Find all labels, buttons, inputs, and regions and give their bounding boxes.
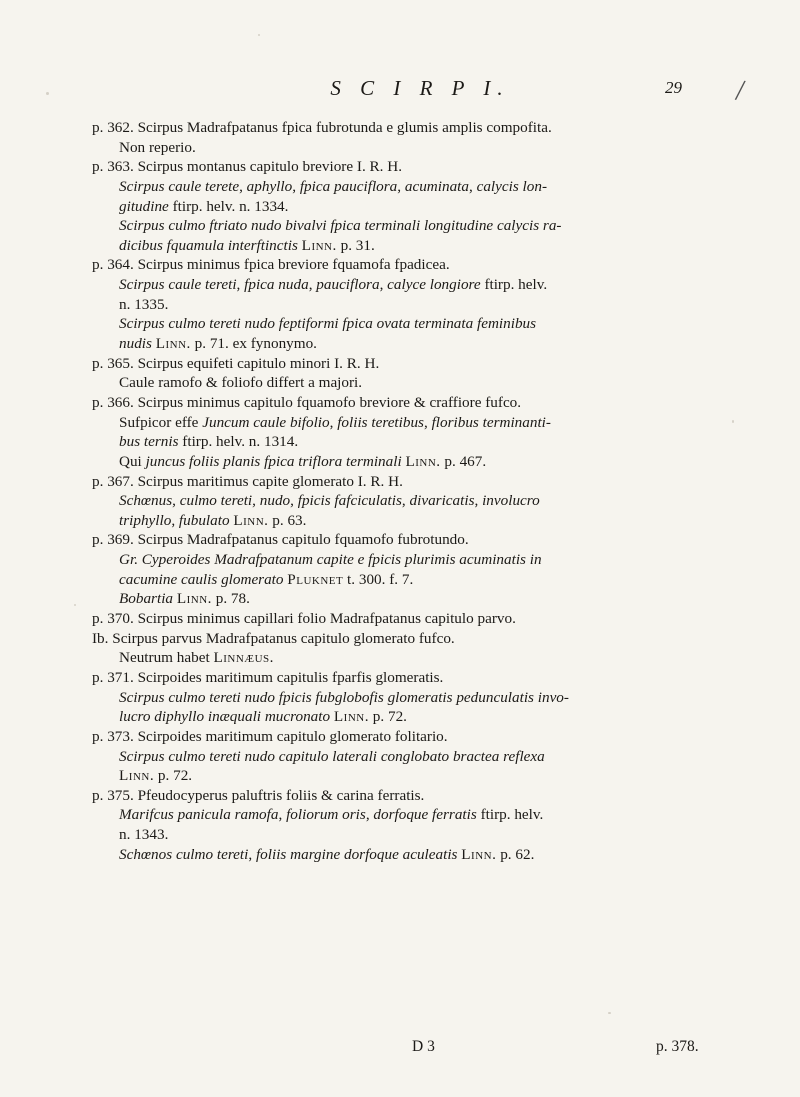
entry-e373 xyxy=(92,727,772,786)
entry-e369 xyxy=(92,530,772,609)
italic-text: acuminata xyxy=(404,177,469,195)
page-footer xyxy=(0,1038,800,1060)
text-run: , xyxy=(278,806,287,824)
italic-text: fubulato xyxy=(178,511,230,529)
italic-text: bus ternis xyxy=(119,433,179,451)
italic-text: gitudine xyxy=(119,197,169,215)
text-line xyxy=(92,275,772,295)
text-run: , xyxy=(172,492,180,510)
text-run: Non reperio. xyxy=(119,138,196,156)
paper-speck xyxy=(608,1012,611,1014)
italic-text: foliorum oris xyxy=(286,806,366,824)
entry-e366 xyxy=(92,393,772,472)
italic-text: lucro diphyllo inæquali mucronato xyxy=(119,708,331,726)
text-run: p. 366. Scirpus minimus capitulo fquamofo breviore & craffiore fufco. xyxy=(92,393,522,411)
italic-text: Scirpus culmo tereti nudo fpicis fubglobofis glomeratis pedunculatis invo- xyxy=(119,688,569,706)
text-line xyxy=(92,472,772,492)
text-line xyxy=(92,197,772,217)
italic-text: nudis xyxy=(119,335,152,353)
italic-text: Marifcus panicula ramofa xyxy=(119,806,279,824)
italic-text: floribus terminanti- xyxy=(431,413,551,431)
italic-text: cacumine caulis glomerato xyxy=(119,570,284,588)
text-line xyxy=(92,118,772,138)
text-line xyxy=(92,255,772,275)
italic-text: Gr. xyxy=(119,551,138,569)
text-line xyxy=(92,334,772,354)
text-line xyxy=(92,413,772,433)
text-run: ftirp. helv. n. 1314. xyxy=(178,433,299,451)
text-run: , xyxy=(397,177,405,195)
entry-e370 xyxy=(92,609,772,668)
text-run: , xyxy=(379,276,388,294)
text-run: p. 371. Scirpoides maritimum capitulis fparfis glomeratis. xyxy=(92,668,444,686)
text-line xyxy=(92,589,772,609)
italic-text: calyce longiore xyxy=(387,276,481,294)
text-run: , xyxy=(239,177,247,195)
author-citation: Linnæus. xyxy=(213,649,274,667)
margin-mark: / xyxy=(733,73,747,108)
text-line xyxy=(92,766,772,786)
text-run: ftirp. helv. n. 1334. xyxy=(168,197,289,215)
page-number: 29 xyxy=(665,78,682,97)
text-run: ftirp. helv. xyxy=(480,276,548,294)
entry-e362 xyxy=(92,118,772,157)
italic-text: Scirpus culmo tereti nudo feptiformi fpica ovata terminata feminibus xyxy=(119,315,537,333)
italic-text: fpicis fafciculatis xyxy=(297,492,402,510)
text-run: , xyxy=(401,492,410,510)
text-run: p. 72. xyxy=(154,767,193,785)
text-run: p. 62. xyxy=(496,845,535,863)
text-line xyxy=(92,609,772,629)
author-citation: Linn. xyxy=(301,236,337,254)
author-citation: Linn. xyxy=(233,511,269,529)
author-citation: Linn. xyxy=(155,335,191,353)
entry-e375 xyxy=(92,786,772,865)
italic-text: aphyllo xyxy=(246,177,293,195)
running-head xyxy=(0,73,800,108)
text-line xyxy=(92,354,772,374)
signature-mark: D 3 xyxy=(412,1038,435,1055)
text-line xyxy=(92,825,772,845)
entry-e365 xyxy=(92,354,772,393)
text-line xyxy=(92,373,772,393)
text-run: n. 1343. xyxy=(119,826,169,844)
paper-speck xyxy=(732,420,734,423)
catchword: p. 378. xyxy=(656,1038,699,1055)
text-run: p. 363. Scirpus montanus capitulo breviore I. R. H. xyxy=(92,158,403,176)
entry-e371 xyxy=(92,668,772,727)
text-run: , xyxy=(329,413,338,431)
text-run: p. 72. xyxy=(369,708,407,726)
text-run: Qui xyxy=(119,452,146,470)
text-line xyxy=(92,177,772,197)
italic-text: calycis lon- xyxy=(476,177,548,195)
italic-text: divaricatis xyxy=(409,492,475,510)
text-run: , xyxy=(171,511,179,529)
italic-text: Scirpus culmo tereti nudo capitulo laterali conglobato bractea reflexa xyxy=(119,747,545,765)
text-run: p. 78. xyxy=(211,590,250,608)
italic-text: triphyllo xyxy=(119,511,172,529)
text-run: p. 31. xyxy=(336,236,375,254)
text-line xyxy=(92,511,772,531)
italic-text: Juncum caule bifolio xyxy=(202,413,330,431)
italic-text: involucro xyxy=(482,492,540,510)
italic-text: dorfoque ferratis xyxy=(373,806,477,824)
text-run: p. 71. ex fynonymo. xyxy=(190,335,317,353)
text-line xyxy=(92,314,772,334)
entry-e367 xyxy=(92,472,772,531)
text-line xyxy=(92,570,772,590)
text-line xyxy=(92,747,772,767)
text-run: p. 367. Scirpus maritimus capite glomerato I. R. H. xyxy=(92,472,403,490)
text-line xyxy=(92,452,772,472)
text-line xyxy=(92,432,772,452)
italic-text: Scirpus culmo ftriato nudo bivalvi fpica terminali longitudine calycis ra- xyxy=(119,217,562,235)
paper-speck xyxy=(258,34,260,36)
text-line xyxy=(92,550,772,570)
text-line xyxy=(92,786,772,806)
text-line xyxy=(92,295,772,315)
text-line xyxy=(92,668,772,688)
text-run: , xyxy=(474,492,483,510)
text-run: , xyxy=(290,492,298,510)
italic-text: Schœnus xyxy=(119,492,173,510)
entry-e363 xyxy=(92,157,772,255)
text-run: , xyxy=(292,177,300,195)
text-line xyxy=(92,138,772,158)
author-citation: Linn. xyxy=(333,708,369,726)
text-run: p. 365. Scirpus equifeti capitulo minori I. R. H. xyxy=(92,354,380,372)
text-line xyxy=(92,491,772,511)
text-line xyxy=(92,629,772,649)
text-run: Ib. Scirpus parvus Madrafpatanus capitulo glomerato fufco. xyxy=(92,629,455,647)
italic-text: Schœnos culmo tereti xyxy=(119,845,249,863)
italic-text: pauciflora xyxy=(316,276,380,294)
text-run: , xyxy=(423,413,432,431)
running-title: S C I R P I. xyxy=(330,76,510,100)
italic-text: Scirpus caule tereti xyxy=(119,276,237,294)
text-line xyxy=(92,688,772,708)
text-line xyxy=(92,236,772,256)
text-line xyxy=(92,393,772,413)
text-run: t. 300. f. 7. xyxy=(343,570,414,588)
text-run: p. 362. Scirpus Madrafpatanus fpica fubrotunda e glumis amplis compofita. xyxy=(92,119,552,136)
text-line xyxy=(92,845,772,865)
text-run: , xyxy=(365,806,374,824)
text-run: , xyxy=(248,845,256,863)
italic-text: juncus foliis planis fpica triflora terminali xyxy=(145,452,402,470)
italic-text: foliis teretibus xyxy=(337,413,424,431)
text-run: p. 373. Scirpoides maritimum capitulo glomerato folitario. xyxy=(92,727,448,745)
italic-text: Bobartia xyxy=(119,590,174,608)
text-run: n. 1335. xyxy=(119,295,169,313)
paper-speck xyxy=(46,92,49,95)
text-run: , xyxy=(308,276,317,294)
text-line xyxy=(92,648,772,668)
italic-text: dicibus fquamula interftinctis xyxy=(119,236,298,254)
text-run: , xyxy=(252,492,260,510)
text-run: Caule ramofo & foliofo differt a majori. xyxy=(119,374,363,392)
text-run: p. 63. xyxy=(268,511,307,529)
italic-text: fpica nuda xyxy=(244,276,309,294)
text-line xyxy=(92,727,772,747)
author-citation: Linn. xyxy=(119,767,155,785)
author-citation: Linn. xyxy=(405,452,441,470)
text-run: p. 375. Pfeudocyperus paluftris foliis & carina ferratis. xyxy=(92,786,425,804)
italic-text: Cyperoides Madrafpatanum capite e fpicis plurimis acuminatis in xyxy=(141,551,542,569)
paper-speck xyxy=(74,604,76,606)
text-run: , xyxy=(236,276,245,294)
text-run: Neutrum habet xyxy=(119,649,214,667)
italic-text: Scirpus caule terete xyxy=(119,177,240,195)
entry-e364 xyxy=(92,255,772,353)
author-citation: Pluknet xyxy=(287,570,344,588)
italic-text: nudo xyxy=(259,492,291,510)
text-run: p. 364. Scirpus minimus fpica breviore fquamofa fpadicea. xyxy=(92,256,450,274)
author-citation: Linn. xyxy=(461,845,497,863)
author-citation: Linn. xyxy=(176,590,212,608)
text-line xyxy=(92,157,772,177)
text-run: Sufpicor effe xyxy=(119,413,203,431)
text-run: p. 369. Scirpus Madrafpatanus capitulo fquamofo fubrotundo. xyxy=(92,531,469,549)
text-run: , xyxy=(468,177,477,195)
text-line xyxy=(92,530,772,550)
text-run: p. 370. Scirpus minimus capillari folio Madrafpatanus capitulo parvo. xyxy=(92,610,516,628)
page-body xyxy=(92,118,772,864)
text-run: p. 467. xyxy=(440,452,487,470)
italic-text: foliis margine dorfoque aculeatis xyxy=(255,845,458,863)
text-line xyxy=(92,216,772,236)
text-line xyxy=(92,805,772,825)
italic-text: fpica pauciflora xyxy=(299,177,398,195)
text-run: ftirp. helv. xyxy=(476,806,544,824)
text-line xyxy=(92,707,772,727)
italic-text: culmo tereti xyxy=(179,492,253,510)
